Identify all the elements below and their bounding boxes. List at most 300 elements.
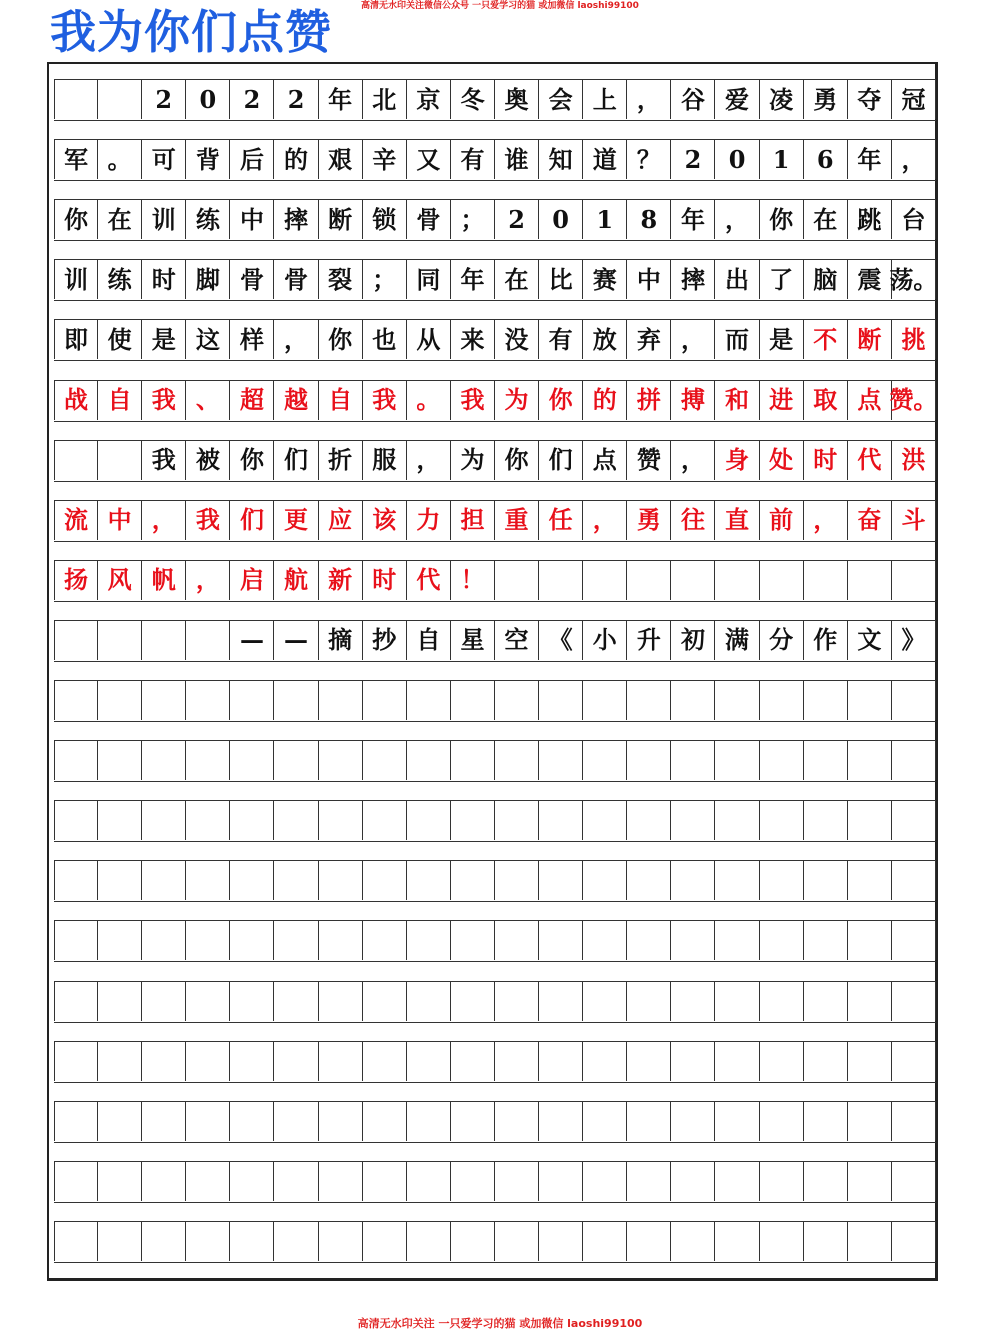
grid-cell	[495, 681, 539, 720]
grid-cell: 出	[716, 260, 760, 299]
grid-cell: 2	[230, 80, 274, 119]
grid-cell	[804, 1042, 848, 1081]
grid-cell: 年	[319, 80, 363, 119]
grid-cell	[451, 1042, 495, 1081]
grid-cell: 自	[98, 381, 142, 420]
grid-cell: 们	[539, 441, 583, 480]
grid-cell: 折	[319, 441, 363, 480]
grid-cell: 道	[583, 140, 627, 179]
grid-cell	[627, 801, 671, 840]
grid-cell	[892, 801, 936, 840]
grid-cell	[716, 861, 760, 900]
grid-cell: 夺	[848, 80, 892, 119]
grid-cell: 知	[539, 140, 583, 179]
grid-cell	[804, 1102, 848, 1141]
grid-cell: 中	[230, 200, 274, 239]
grid-cell	[848, 1162, 892, 1201]
grid-cell	[627, 1102, 671, 1141]
grid-cell	[848, 801, 892, 840]
grid-cell: 1	[760, 140, 804, 179]
grid-cell	[407, 1042, 451, 1081]
grid-cell	[363, 861, 407, 900]
grid-cell: 作	[804, 621, 848, 660]
grid-cell	[716, 1102, 760, 1141]
grid-cell: 又	[407, 140, 451, 179]
grid-cell: 挑	[892, 320, 936, 359]
grid-cell	[848, 681, 892, 720]
grid-cell	[716, 1162, 760, 1201]
grid-cell: 会	[539, 80, 583, 119]
grid-cell	[98, 80, 142, 119]
grid-cell: 重	[495, 501, 539, 540]
grid-cell: 我	[451, 381, 495, 420]
grid-cell	[363, 741, 407, 780]
grid-cell: 0	[186, 80, 230, 119]
grid-cell: 了	[760, 260, 804, 299]
grid-row	[54, 680, 936, 722]
grid-cell: 震	[848, 260, 892, 299]
grid-cell	[495, 1222, 539, 1261]
grid-cell	[407, 801, 451, 840]
grid-cell	[142, 861, 186, 900]
grid-cell	[142, 621, 186, 660]
grid-cell: 北	[363, 80, 407, 119]
grid-cell	[892, 1042, 936, 1081]
grid-cell: ，	[275, 320, 319, 359]
grid-cell: 。	[98, 140, 142, 179]
grid-cell: —	[275, 621, 319, 660]
grid-cell	[451, 1162, 495, 1201]
grid-cell	[671, 1102, 715, 1141]
grid-cell	[716, 801, 760, 840]
grid-cell	[451, 982, 495, 1021]
grid-cell	[627, 861, 671, 900]
grid-cell	[407, 681, 451, 720]
grid-cell: ，	[892, 140, 936, 179]
grid-cell: 我	[363, 381, 407, 420]
grid-cell: 力	[407, 501, 451, 540]
grid-cell	[142, 801, 186, 840]
grid-row	[54, 1221, 936, 1263]
grid-cell	[760, 741, 804, 780]
grid-cell: 0	[716, 140, 760, 179]
grid-cell	[716, 921, 760, 960]
grid-cell	[275, 1042, 319, 1081]
grid-cell	[98, 1042, 142, 1081]
grid-cell	[54, 621, 98, 660]
grid-cell	[230, 861, 274, 900]
grid-cell: 军	[54, 140, 98, 179]
grid-cell	[142, 982, 186, 1021]
grid-cell: 2	[275, 80, 319, 119]
grid-cell: 弃	[627, 320, 671, 359]
grid-cell: 满	[716, 621, 760, 660]
grid-cell: 你	[760, 200, 804, 239]
grid-cell	[319, 801, 363, 840]
grid-cell	[495, 1102, 539, 1141]
grid-cell	[583, 801, 627, 840]
grid-row	[54, 740, 936, 782]
grid-cell: 中	[98, 501, 142, 540]
grid-cell	[451, 1102, 495, 1141]
grid-cell	[760, 982, 804, 1021]
grid-cell	[671, 681, 715, 720]
grid-cell: 背	[186, 140, 230, 179]
grid-row	[54, 500, 936, 542]
grid-cell	[98, 1222, 142, 1261]
grid-cell: 在	[804, 200, 848, 239]
grid-cell	[760, 1042, 804, 1081]
grid-cell: 的	[583, 381, 627, 420]
grid-cell: 取	[804, 381, 848, 420]
grid-cell: 锁	[363, 200, 407, 239]
grid-cell	[760, 801, 804, 840]
grid-row	[54, 620, 936, 662]
grid-cell: 有	[451, 140, 495, 179]
grid-cell	[804, 561, 848, 600]
grid-cell: 身	[716, 441, 760, 480]
grid-cell	[363, 1222, 407, 1261]
grid-cell: 艰	[319, 140, 363, 179]
grid-cell: 》	[892, 621, 936, 660]
grid-cell: 点	[583, 441, 627, 480]
grid-cell	[892, 1162, 936, 1201]
grid-cell	[716, 681, 760, 720]
grid-cell	[848, 861, 892, 900]
grid-cell: 你	[230, 441, 274, 480]
grid-cell: 赛	[583, 260, 627, 299]
grid-cell: 勇	[804, 80, 848, 119]
grid-cell	[451, 1222, 495, 1261]
grid-cell: 辛	[363, 140, 407, 179]
grid-cell: 也	[363, 320, 407, 359]
composition-grid-paper	[47, 62, 938, 1281]
grid-cell: 凌	[760, 80, 804, 119]
grid-cell	[451, 681, 495, 720]
grid-cell	[363, 681, 407, 720]
grid-cell: 拼	[627, 381, 671, 420]
grid-cell: 可	[142, 140, 186, 179]
grid-cell	[186, 741, 230, 780]
grid-cell	[98, 982, 142, 1021]
grid-cell: 样	[230, 320, 274, 359]
grid-cell	[98, 1102, 142, 1141]
grid-cell	[804, 1162, 848, 1201]
grid-row	[54, 860, 936, 902]
grid-cell	[716, 982, 760, 1021]
grid-cell	[627, 741, 671, 780]
grid-cell: 《	[539, 621, 583, 660]
grid-cell	[186, 1222, 230, 1261]
grid-cell: 2	[671, 140, 715, 179]
grid-cell	[54, 1042, 98, 1081]
grid-cell: ，	[142, 501, 186, 540]
grid-cell: 比	[539, 260, 583, 299]
grid-cell: 更	[275, 501, 319, 540]
grid-cell: 自	[407, 621, 451, 660]
grid-cell: 训	[142, 200, 186, 239]
grid-cell	[671, 861, 715, 900]
grid-cell	[539, 1042, 583, 1081]
grid-cell	[539, 1102, 583, 1141]
grid-cell	[407, 1222, 451, 1261]
grid-cell: 文	[848, 621, 892, 660]
grid-cell	[583, 1222, 627, 1261]
grid-cell	[275, 982, 319, 1021]
grid-cell	[804, 681, 848, 720]
grid-row	[54, 79, 936, 121]
grid-cell: 是	[142, 320, 186, 359]
grid-cell	[186, 861, 230, 900]
grid-cell: 1	[583, 200, 627, 239]
grid-cell	[539, 681, 583, 720]
grid-cell	[760, 561, 804, 600]
grid-row	[54, 1101, 936, 1143]
grid-cell: 年	[848, 140, 892, 179]
grid-cell: 你	[495, 441, 539, 480]
grid-cell	[54, 982, 98, 1021]
grid-cell	[363, 1162, 407, 1201]
grid-cell	[275, 741, 319, 780]
grid-cell: ；	[451, 200, 495, 239]
grid-cell	[760, 921, 804, 960]
grid-cell: 为	[451, 441, 495, 480]
grid-cell: 自	[319, 381, 363, 420]
grid-cell: 谷	[671, 80, 715, 119]
grid-cell	[54, 921, 98, 960]
grid-cell	[583, 741, 627, 780]
grid-cell	[627, 561, 671, 600]
grid-cell	[275, 801, 319, 840]
grid-row	[54, 319, 936, 361]
grid-cell	[892, 861, 936, 900]
grid-cell: 摘	[319, 621, 363, 660]
grid-cell	[363, 921, 407, 960]
grid-cell	[716, 1222, 760, 1261]
grid-cell: 不	[804, 320, 848, 359]
grid-cell	[98, 621, 142, 660]
grid-cell	[142, 1162, 186, 1201]
grid-cell: 航	[275, 561, 319, 600]
grid-cell	[583, 1162, 627, 1201]
grid-cell	[804, 801, 848, 840]
grid-cell	[583, 1042, 627, 1081]
grid-cell	[230, 1042, 274, 1081]
grid-cell: 跳	[848, 200, 892, 239]
grid-cell: 断	[319, 200, 363, 239]
grid-cell: 为	[495, 381, 539, 420]
grid-row	[54, 139, 936, 181]
grid-cell	[319, 681, 363, 720]
grid-cell	[186, 1102, 230, 1141]
grid-cell: 。	[407, 381, 451, 420]
grid-cell	[275, 921, 319, 960]
grid-cell	[230, 681, 274, 720]
grid-cell: 的	[275, 140, 319, 179]
grid-cell	[716, 741, 760, 780]
grid-cell: 前	[760, 501, 804, 540]
grid-row	[54, 259, 936, 301]
grid-cell	[363, 1042, 407, 1081]
grid-cell	[230, 1162, 274, 1201]
grid-cell	[495, 561, 539, 600]
grid-cell	[671, 741, 715, 780]
grid-cell	[407, 1162, 451, 1201]
grid-cell: 后	[230, 140, 274, 179]
grid-cell	[98, 1162, 142, 1201]
grid-cell	[583, 861, 627, 900]
grid-cell: 2	[495, 200, 539, 239]
grid-cell	[760, 861, 804, 900]
grid-cell: 应	[319, 501, 363, 540]
grid-cell: ？	[627, 140, 671, 179]
grid-cell	[539, 861, 583, 900]
grid-cell	[583, 921, 627, 960]
grid-cell	[142, 741, 186, 780]
grid-cell: 中	[627, 260, 671, 299]
grid-cell: 荡。	[892, 260, 936, 299]
grid-cell	[363, 801, 407, 840]
grid-cell	[275, 1222, 319, 1261]
grid-cell: 流	[54, 501, 98, 540]
grid-cell	[804, 861, 848, 900]
grid-cell: 骨	[230, 260, 274, 299]
grid-cell	[363, 1102, 407, 1141]
grid-cell: 骨	[275, 260, 319, 299]
grid-cell	[451, 741, 495, 780]
grid-cell	[142, 921, 186, 960]
grid-cell	[407, 1102, 451, 1141]
grid-cell	[495, 801, 539, 840]
grid-cell	[98, 921, 142, 960]
grid-cell	[583, 561, 627, 600]
grid-cell: ，	[407, 441, 451, 480]
grid-cell: 任	[539, 501, 583, 540]
grid-cell	[716, 561, 760, 600]
grid-cell	[142, 1042, 186, 1081]
grid-cell: 担	[451, 501, 495, 540]
grid-cell	[627, 681, 671, 720]
grid-cell: 0	[539, 200, 583, 239]
grid-cell: 抄	[363, 621, 407, 660]
grid-cell	[848, 561, 892, 600]
grid-cell	[671, 982, 715, 1021]
grid-cell: 断	[848, 320, 892, 359]
grid-cell	[54, 1102, 98, 1141]
watermark-bottom: 高清无水印关注 一只爱学习的猫 或加微信 laoshi99100	[357, 1317, 643, 1330]
grid-cell: 2	[142, 80, 186, 119]
grid-cell: 越	[275, 381, 319, 420]
grid-cell: 即	[54, 320, 98, 359]
grid-cell: 练	[186, 200, 230, 239]
grid-cell: 该	[363, 501, 407, 540]
grid-cell	[186, 921, 230, 960]
grid-cell	[892, 1102, 936, 1141]
grid-cell	[804, 921, 848, 960]
grid-cell: 冬	[451, 80, 495, 119]
grid-cell: 在	[98, 200, 142, 239]
grid-row	[54, 440, 936, 482]
grid-cell: 爱	[716, 80, 760, 119]
grid-cell: 放	[583, 320, 627, 359]
grid-cell: 进	[760, 381, 804, 420]
grid-cell: 勇	[627, 501, 671, 540]
grid-cell	[363, 982, 407, 1021]
grid-cell	[407, 921, 451, 960]
grid-cell	[760, 1162, 804, 1201]
grid-cell	[539, 741, 583, 780]
grid-cell	[98, 741, 142, 780]
watermark-top: 高清无水印关注微信公众号 一只爱学习的猫 或加微信 laoshi99100	[361, 1, 639, 11]
grid-cell	[54, 441, 98, 480]
grid-cell	[848, 1042, 892, 1081]
grid-cell	[319, 982, 363, 1021]
grid-cell: 我	[142, 441, 186, 480]
grid-cell: 有	[539, 320, 583, 359]
grid-cell	[98, 801, 142, 840]
grid-cell: 时	[142, 260, 186, 299]
grid-cell: 脚	[186, 260, 230, 299]
grid-cell	[671, 1162, 715, 1201]
grid-row	[54, 981, 936, 1023]
grid-cell: 奋	[848, 501, 892, 540]
grid-cell: 们	[230, 501, 274, 540]
grid-cell	[451, 861, 495, 900]
grid-cell: 脑	[804, 260, 848, 299]
grid-cell	[186, 1162, 230, 1201]
grid-cell: 战	[54, 381, 98, 420]
grid-cell: 超	[230, 381, 274, 420]
grid-cell	[583, 982, 627, 1021]
grid-cell: 练	[98, 260, 142, 299]
grid-cell: 空	[495, 621, 539, 660]
grid-cell: ；	[363, 260, 407, 299]
grid-cell: 同	[407, 260, 451, 299]
grid-cell: ，	[627, 80, 671, 119]
grid-cell	[760, 681, 804, 720]
grid-cell: ，	[671, 441, 715, 480]
grid-cell	[186, 621, 230, 660]
grid-cell	[760, 1222, 804, 1261]
grid-cell	[627, 1222, 671, 1261]
grid-cell	[275, 1162, 319, 1201]
grid-cell: 没	[495, 320, 539, 359]
grid-cell	[230, 801, 274, 840]
grid-cell: 被	[186, 441, 230, 480]
grid-cell: 8	[627, 200, 671, 239]
grid-cell: 裂	[319, 260, 363, 299]
grid-cell	[54, 861, 98, 900]
grid-cell	[892, 681, 936, 720]
grid-cell	[671, 1042, 715, 1081]
grid-cell	[627, 982, 671, 1021]
grid-cell	[319, 1162, 363, 1201]
grid-row	[54, 800, 936, 842]
grid-cell	[539, 1162, 583, 1201]
grid-cell: 新	[319, 561, 363, 600]
grid-cell: 你	[54, 200, 98, 239]
grid-cell	[186, 681, 230, 720]
grid-row	[54, 380, 936, 422]
grid-cell: 台	[892, 200, 936, 239]
grid-cell	[54, 1162, 98, 1201]
grid-cell	[54, 80, 98, 119]
grid-cell	[319, 861, 363, 900]
grid-cell: 升	[627, 621, 671, 660]
page-title: 我为你们点赞	[50, 5, 332, 59]
grid-cell	[892, 982, 936, 1021]
grid-cell	[319, 921, 363, 960]
